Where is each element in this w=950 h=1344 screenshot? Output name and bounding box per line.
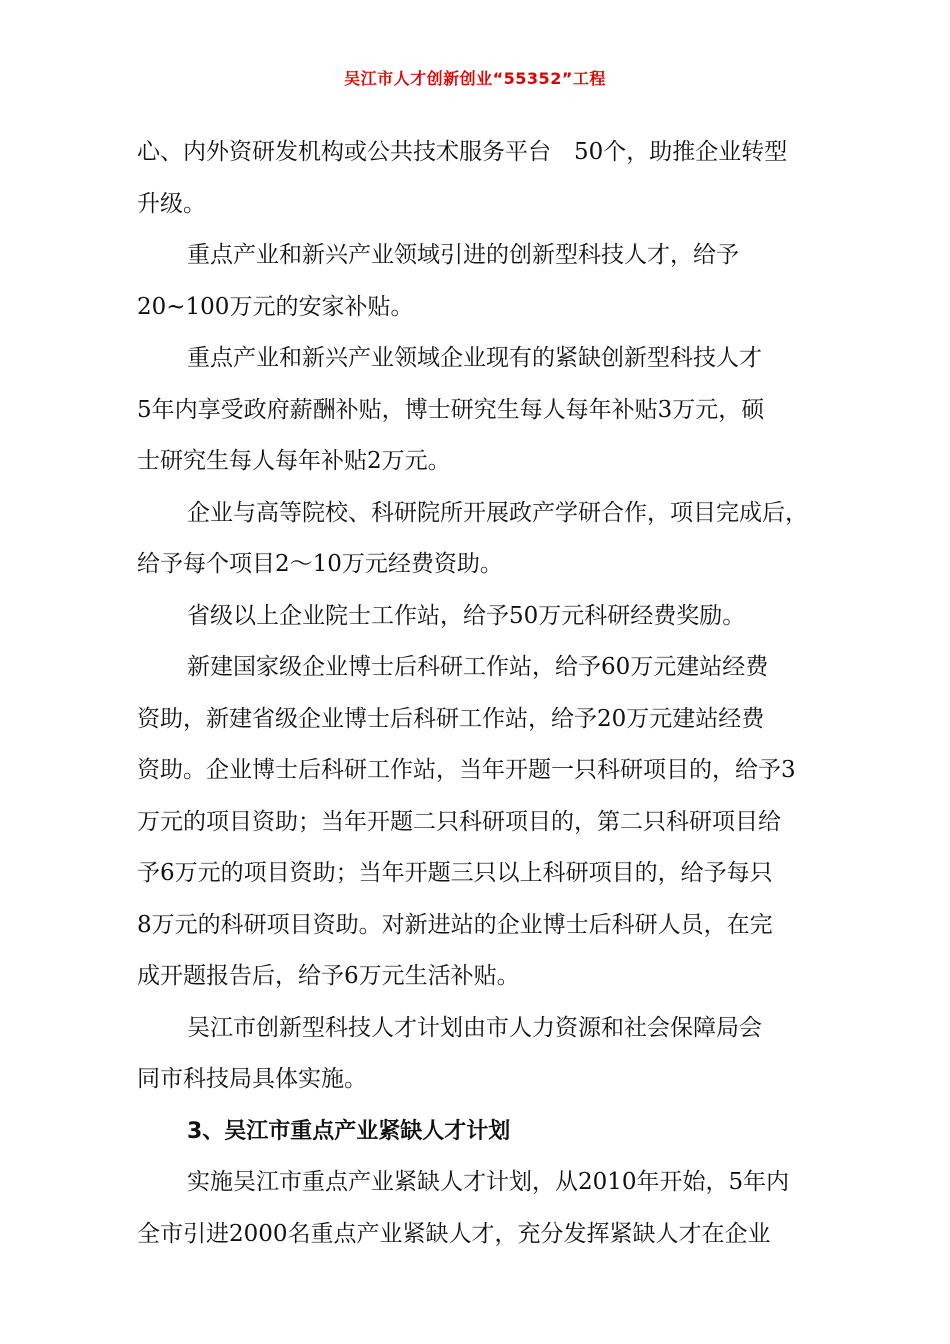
paragraph-shortage-talent-plan: 实施吴江市重点产业紧缺人才计划，从2010年开始，5年内 全市引进2000名重点产业紧缺人才，充分发挥紧缺人才在企业 bbox=[137, 1169, 790, 1247]
paragraph-settlement-subsidy: 重点产业和新兴产业领域引进的创新型科技人才，给予 20~100万元的安家补贴。 bbox=[137, 242, 739, 320]
paragraph-industry-research-cooperation: 企业与高等院校、科研院所开展政产学研合作，项目完成后， 给予每个项目2～10万元经费资助。 bbox=[137, 499, 808, 577]
paragraph-salary-subsidy: 重点产业和新兴产业领域企业现有的紧缺创新型科技人才 5年内享受政府薪酬补贴，博士研究生每人每年补贴3万元，硕 士研究生每人每年补贴2万元。 bbox=[137, 345, 765, 474]
paragraph-postdoc-workstation: 新建国家级企业博士后科研工作站，给予60万元建站经费 资助，新建省级企业博士后科研工作站，给予20万元建站经费 资助。企业博士后科研工作站，当年开题一只科研项目的，给予3 万元的项目资助；当年开题二只科研项目的，第二只科研项目给 予6万元的项目资助；当年开题三只以上科研项目的，给予每只 8万元的科研项目资助。对新进站的企业博士后科研人员，在完 成开题报告后，给予6万元生活补贴。 bbox=[137, 654, 796, 989]
paragraph-continuation: 心、内外资研发机构或公共技术服务平台 50个，助推企业转型 升级。 bbox=[137, 139, 788, 217]
document-body bbox=[137, 127, 837, 1260]
running-header: 吴江市人才创新创业“55352”工程 bbox=[344, 69, 606, 88]
section-heading: 3、吴江市重点产业紧缺人才计划 bbox=[187, 1118, 511, 1144]
paragraph-academician-workstation: 省级以上企业院士工作站，给予50万元科研经费奖励。 bbox=[187, 602, 746, 629]
paragraph-implementation: 吴江市创新型科技人才计划由市人力资源和社会保障局会 同市科技局具体实施。 bbox=[137, 1014, 762, 1092]
